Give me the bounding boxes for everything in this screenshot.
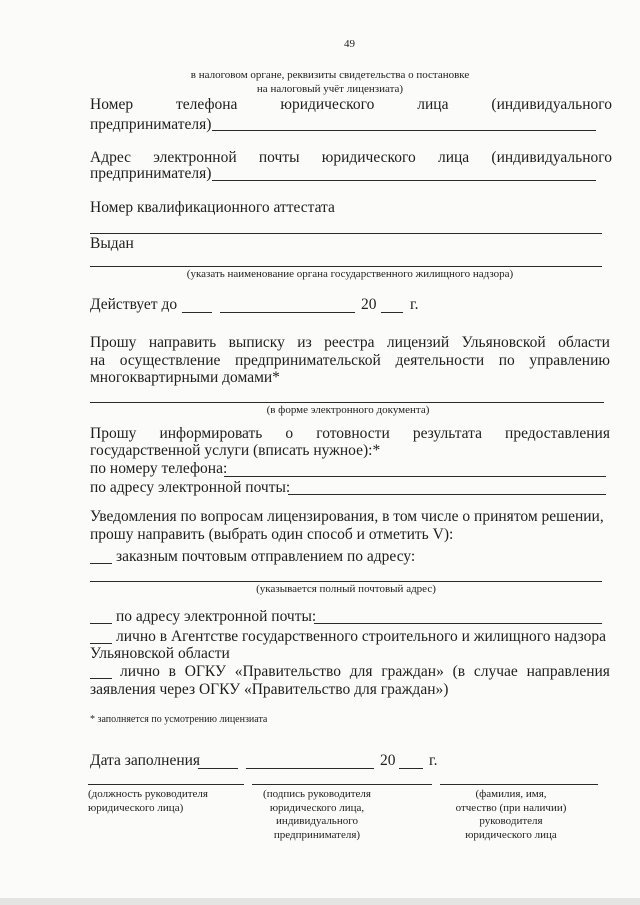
ogku-word: (в: [452, 663, 466, 680]
request-word: осуществление: [119, 352, 221, 369]
signature-col-position: [88, 788, 208, 815]
phone-word: Номер: [90, 96, 134, 113]
valid-month-line[interactable]: [220, 312, 355, 313]
signature-caption: юридического лица: [465, 828, 557, 841]
mail-option-checkbox[interactable]: [90, 563, 112, 564]
phone-label-line-2: предпринимателя): [90, 116, 212, 133]
fill-year-line[interactable]: [399, 768, 423, 769]
email-option-checkbox[interactable]: [90, 623, 112, 624]
email-word: электронной: [153, 149, 237, 166]
fill-date-label: Дата заполнения: [90, 752, 201, 769]
email-word: Адрес: [90, 149, 131, 166]
request-line-1: [90, 334, 610, 352]
ogku-word: для: [349, 663, 373, 680]
signature-caption: отчество (при наличии): [455, 801, 567, 814]
ogku-option-line-1: [120, 663, 610, 681]
valid-until-label: Действует до: [90, 296, 178, 313]
valid-year-line[interactable]: [381, 312, 403, 313]
valid-day-line[interactable]: [182, 312, 212, 313]
fill-year-prefix: 20: [380, 752, 396, 769]
ogku-word: направления: [526, 663, 610, 680]
ogku-option-checkbox[interactable]: [90, 678, 112, 679]
ogku-word: случае: [473, 663, 518, 680]
inform-word: информировать: [159, 425, 263, 442]
request-word: Ульяновской: [461, 334, 546, 351]
inform-email-line[interactable]: [288, 494, 606, 495]
signature-sign-line[interactable]: [252, 784, 432, 785]
email-field-line[interactable]: [212, 180, 596, 181]
inform-email-label: по адресу электронной почты:: [90, 479, 291, 496]
notify-line-2: прошу направить (выбрать один способ и отметить V):: [90, 526, 454, 543]
name-sign-line[interactable]: [440, 784, 598, 785]
signature-caption: юридического лица,: [269, 801, 365, 814]
inform-phone-label: по номеру телефона:: [90, 460, 228, 477]
fill-month-line[interactable]: [246, 768, 374, 769]
inform-word: готовности: [316, 425, 390, 442]
request-word: на: [90, 352, 106, 369]
ogku-word: ОГКУ: [184, 663, 226, 680]
inform-word: результата: [412, 425, 482, 442]
request-word: лицензий: [386, 334, 450, 351]
inform-line-2: государственной услуги (вписать нужное):*: [90, 442, 381, 459]
issued-label: Выдан: [90, 235, 134, 252]
signature-col-signature: [252, 788, 382, 842]
ogku-option-line-2: заявления через ОГКУ «Правительство для граждан»): [90, 681, 449, 698]
email-word: (индивидуального: [491, 149, 612, 166]
signature-caption: юридического лица): [88, 801, 184, 814]
inform-word: предоставления: [505, 425, 610, 442]
page-number: 49: [344, 38, 355, 50]
issued-field-line[interactable]: [90, 266, 602, 267]
phone-field-line[interactable]: [212, 130, 596, 131]
request-word: Прошу: [90, 334, 137, 351]
valid-suffix: г.: [410, 296, 419, 313]
email-option-line[interactable]: [314, 623, 602, 624]
mail-option-label: заказным почтовым отправлением по адресу:: [116, 548, 416, 565]
request-field-line[interactable]: [90, 402, 604, 403]
signature-caption: руководителя: [479, 815, 543, 827]
ogku-word: лично: [120, 663, 160, 680]
agency-option-line-1: лично в Агентстве государственного строительного и жилищного надзора: [116, 628, 607, 645]
email-label-line-2: предпринимателя): [90, 165, 212, 182]
ogku-word: граждан»: [381, 663, 444, 680]
request-word: выписку: [228, 334, 285, 351]
signature-caption: (фамилия, имя,: [475, 788, 547, 800]
request-line-2: [90, 352, 610, 370]
attestat-label: Номер квалификационного аттестата: [90, 199, 335, 216]
valid-year-prefix: 20: [361, 296, 377, 313]
issued-hint: (указать наименование органа государственного жилищного надзора): [186, 268, 514, 280]
request-word: предпринимательской: [235, 352, 381, 369]
phone-word: лица: [417, 96, 449, 113]
intro-line-2: на налоговый учёт лицензиата): [256, 83, 404, 95]
inform-phone-line[interactable]: [224, 476, 606, 477]
request-hint: (в форме электронного документа): [266, 404, 430, 416]
signature-caption: предпринимателя): [273, 828, 361, 841]
footnote: * заполняется по усмотрению лицензиата: [90, 714, 268, 725]
request-word: области: [558, 334, 610, 351]
request-word: управлению: [529, 352, 610, 369]
request-word: деятельности: [395, 352, 485, 369]
email-word: лица: [437, 149, 470, 166]
request-word: реестра: [324, 334, 375, 351]
signature-caption: индивидуального: [276, 815, 358, 827]
agency-option-line-2: Ульяновской области: [90, 645, 230, 662]
email-word: почты: [258, 149, 300, 166]
request-word: по: [498, 352, 515, 369]
attestat-field-line[interactable]: [90, 233, 602, 234]
signature-caption: (должность руководителя: [88, 788, 208, 800]
email-option-label: по адресу электронной почты:: [116, 608, 317, 625]
agency-option-checkbox[interactable]: [90, 643, 112, 644]
phone-label-line: [90, 96, 612, 114]
inform-line-1: [90, 425, 610, 443]
fill-date-suffix: г.: [429, 752, 438, 769]
request-line-3: многоквартирными домами*: [90, 369, 280, 386]
page-bottom-edge: [0, 898, 640, 905]
notify-line-1: Уведомления по вопросам лицензирования, в том числе о принятом решении,: [90, 508, 604, 525]
phone-word: (индивидуального: [491, 96, 612, 113]
ogku-word: в: [168, 663, 176, 680]
phone-word: юридического: [280, 96, 375, 113]
signature-col-name: [446, 788, 576, 842]
ogku-word: «Правительство: [234, 663, 341, 680]
request-word: из: [297, 334, 312, 351]
mail-hint: (указывается полный почтовый адрес): [256, 583, 436, 595]
signature-caption: (подпись руководителя: [263, 788, 371, 800]
email-word: юридического: [321, 149, 416, 166]
intro-line-1: в налоговом органе, реквизиты свидетельства о постановке: [190, 69, 470, 81]
position-sign-line[interactable]: [88, 784, 244, 785]
fill-day-line[interactable]: [198, 768, 238, 769]
inform-word: Прошу: [90, 425, 137, 442]
phone-word: телефона: [176, 96, 238, 113]
request-word: направить: [148, 334, 217, 351]
mail-address-line[interactable]: [90, 581, 602, 582]
inform-word: о: [285, 425, 294, 442]
